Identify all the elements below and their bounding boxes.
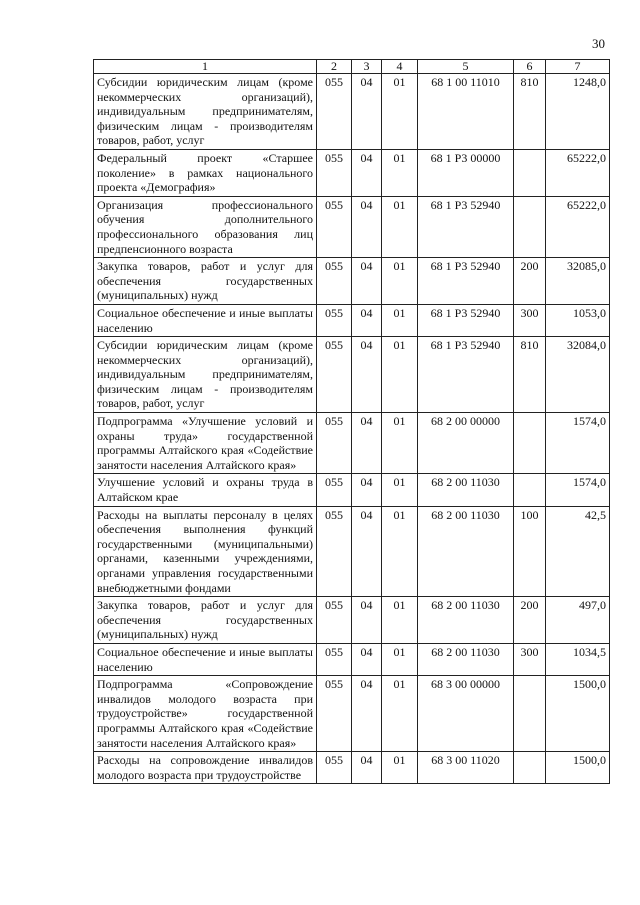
table-row: [94, 643, 610, 675]
item-description: Расходы на выплаты персоналу в целях обеспечения выполнения функций государственными (муниципальными) органами, казенными учреждениями, органами управления государственными внебюджетными фондами: [94, 506, 317, 597]
expense-type-code: 810: [514, 74, 546, 150]
section-code: 04: [352, 149, 382, 196]
subsection-code: 01: [382, 597, 418, 644]
amount: 32085,0: [546, 258, 610, 305]
target-article-code: 68 1 P3 52940: [418, 337, 514, 413]
table-row: [94, 149, 610, 196]
target-article-code: 68 2 00 11030: [418, 506, 514, 597]
target-article-code: 68 1 00 11010: [418, 74, 514, 150]
admin-code: 055: [317, 74, 352, 150]
expense-type-code: 300: [514, 304, 546, 336]
expense-type-code: [514, 474, 546, 506]
table-row: [94, 258, 610, 305]
subsection-code: 01: [382, 258, 418, 305]
admin-code: 055: [317, 474, 352, 506]
target-article-code: 68 1 P3 52940: [418, 304, 514, 336]
subsection-code: 01: [382, 149, 418, 196]
amount: 65222,0: [546, 149, 610, 196]
admin-code: 055: [317, 258, 352, 305]
subsection-code: 01: [382, 506, 418, 597]
item-description: Улучшение условий и охраны труда в Алтайском крае: [94, 474, 317, 506]
item-description: Субсидии юридическим лицам (кроме некоммерческих организаций), индивидуальным предпринимателям, физическим лицам - производителям товаров, работ, услуг: [94, 74, 317, 150]
column-header: 4: [382, 60, 418, 74]
column-header: 5: [418, 60, 514, 74]
amount: 497,0: [546, 597, 610, 644]
expense-type-code: [514, 752, 546, 784]
column-header: 1: [94, 60, 317, 74]
expense-type-code: 300: [514, 643, 546, 675]
amount: 1574,0: [546, 474, 610, 506]
target-article-code: 68 2 00 11030: [418, 597, 514, 644]
section-code: 04: [352, 337, 382, 413]
table-row: [94, 597, 610, 644]
target-article-code: 68 3 00 11020: [418, 752, 514, 784]
column-header: 3: [352, 60, 382, 74]
section-code: 04: [352, 413, 382, 474]
item-description: Закупка товаров, работ и услуг для обеспечения государственных (муниципальных) нужд: [94, 258, 317, 305]
target-article-code: 68 1 P3 52940: [418, 258, 514, 305]
amount: 1248,0: [546, 74, 610, 150]
item-description: Социальное обеспечение и иные выплаты населению: [94, 643, 317, 675]
table-row: [94, 506, 610, 597]
admin-code: 055: [317, 149, 352, 196]
admin-code: 055: [317, 304, 352, 336]
subsection-code: 01: [382, 643, 418, 675]
target-article-code: 68 1 P3 52940: [418, 196, 514, 257]
target-article-code: 68 2 00 00000: [418, 413, 514, 474]
item-description: Федеральный проект «Старшее поколение» в рамках национального проекта «Демография»: [94, 149, 317, 196]
expense-type-code: [514, 676, 546, 752]
table-row: [94, 304, 610, 336]
subsection-code: 01: [382, 474, 418, 506]
admin-code: 055: [317, 196, 352, 257]
column-header: 7: [546, 60, 610, 74]
subsection-code: 01: [382, 752, 418, 784]
item-description: Подпрограмма «Сопровождение инвалидов молодого возраста при трудоустройстве» государственной программы Алтайского края «Содействие занятости населения Алтайского края»: [94, 676, 317, 752]
target-article-code: 68 1 P3 00000: [418, 149, 514, 196]
target-article-code: 68 2 00 11030: [418, 474, 514, 506]
item-description: Организация профессионального обучения дополнительного профессионального образования лиц предпенсионного возраста: [94, 196, 317, 257]
expense-type-code: 810: [514, 337, 546, 413]
section-code: 04: [352, 474, 382, 506]
section-code: 04: [352, 643, 382, 675]
section-code: 04: [352, 506, 382, 597]
subsection-code: 01: [382, 74, 418, 150]
table-row: [94, 752, 610, 784]
section-code: 04: [352, 304, 382, 336]
expense-type-code: [514, 413, 546, 474]
table-row: [94, 337, 610, 413]
page-number: 30: [592, 36, 605, 51]
section-code: 04: [352, 597, 382, 644]
table-row: [94, 196, 610, 257]
column-header: 6: [514, 60, 546, 74]
subsection-code: 01: [382, 196, 418, 257]
admin-code: 055: [317, 506, 352, 597]
table-row: [94, 413, 610, 474]
item-description: Подпрограмма «Улучшение условий и охраны труда» государственной программы Алтайского края «Содействие занятости населения Алтайского края»: [94, 413, 317, 474]
admin-code: 055: [317, 752, 352, 784]
amount: 65222,0: [546, 196, 610, 257]
subsection-code: 01: [382, 413, 418, 474]
target-article-code: 68 3 00 00000: [418, 676, 514, 752]
admin-code: 055: [317, 337, 352, 413]
admin-code: 055: [317, 676, 352, 752]
subsection-code: 01: [382, 304, 418, 336]
expense-type-code: [514, 149, 546, 196]
section-code: 04: [352, 676, 382, 752]
amount: 1574,0: [546, 413, 610, 474]
item-description: Социальное обеспечение и иные выплаты населению: [94, 304, 317, 336]
section-code: 04: [352, 752, 382, 784]
admin-code: 055: [317, 597, 352, 644]
table-row: [94, 74, 610, 150]
section-code: 04: [352, 258, 382, 305]
amount: 1053,0: [546, 304, 610, 336]
section-code: 04: [352, 74, 382, 150]
admin-code: 055: [317, 643, 352, 675]
amount: 1500,0: [546, 752, 610, 784]
amount: 1500,0: [546, 676, 610, 752]
subsection-code: 01: [382, 676, 418, 752]
table-row: [94, 474, 610, 506]
expense-type-code: 200: [514, 597, 546, 644]
section-code: 04: [352, 196, 382, 257]
table-row: [94, 676, 610, 752]
target-article-code: 68 2 00 11030: [418, 643, 514, 675]
item-description: Расходы на сопровождение инвалидов молодого возраста при трудоустройстве: [94, 752, 317, 784]
expense-type-code: 200: [514, 258, 546, 305]
amount: 1034,5: [546, 643, 610, 675]
header-row: [94, 60, 610, 74]
item-description: Субсидии юридическим лицам (кроме некоммерческих организаций), индивидуальным предпринимателям, физическим лицам - производителям товаров, работ, услуг: [94, 337, 317, 413]
item-description: Закупка товаров, работ и услуг для обеспечения государственных (муниципальных) нужд: [94, 597, 317, 644]
subsection-code: 01: [382, 337, 418, 413]
amount: 42,5: [546, 506, 610, 597]
amount: 32084,0: [546, 337, 610, 413]
expense-type-code: 100: [514, 506, 546, 597]
admin-code: 055: [317, 413, 352, 474]
budget-table: [93, 59, 610, 784]
expense-type-code: [514, 196, 546, 257]
column-header: 2: [317, 60, 352, 74]
